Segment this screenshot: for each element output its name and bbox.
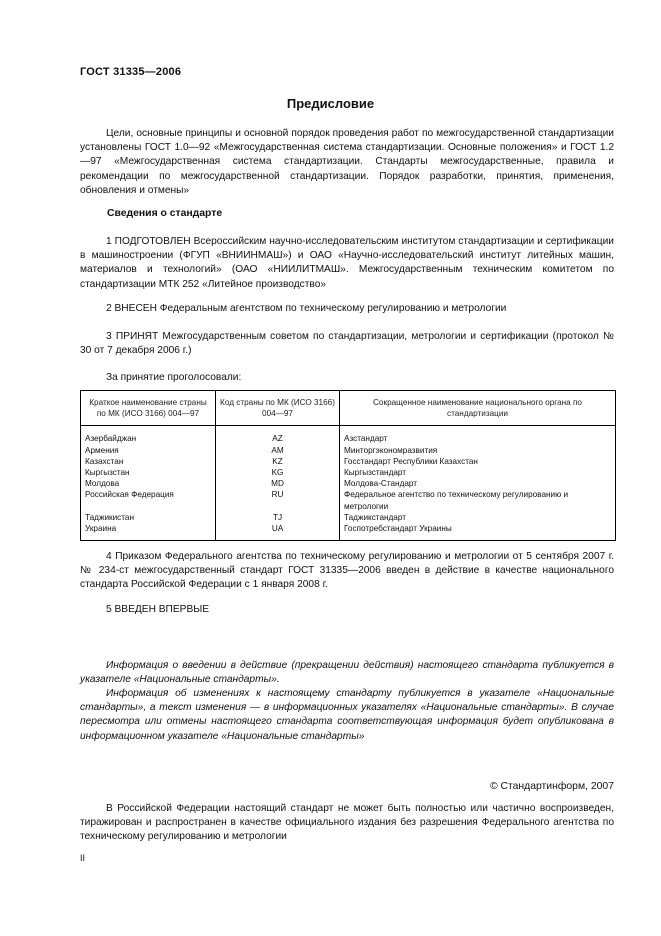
code-cell: RU [216,489,340,511]
item-1 [80,235,614,292]
col-header-body: Сокращенное наименование национального органа по стандартизации [340,391,616,426]
notice-1 [80,659,614,687]
item-4 [80,550,614,593]
notice-2-text: Информация об изменениях к настоящему стандарту публикуется в указателе «Национальные стандарты», а текст изменения — в информационных указателях «Национальные стандарты». В случае пересмотра или отмены настоящего стандарта соответствующая информация будет опубликована в информационном указателе «Национальные стандарты» [80,688,614,742]
code-cell: TJ [216,512,340,523]
table-row [81,426,616,445]
country-cell: Российская Федерация [81,489,216,511]
code-cell: KG [216,467,340,478]
body-cell: Госстандарт Республики Казахстан [340,456,616,467]
code-cell: MD [216,478,340,489]
voting-table [80,390,616,541]
rights-notice [80,802,614,845]
country-cell: Украина [81,523,216,541]
code-cell: UA [216,523,340,541]
country-cell: Таджикистан [81,512,216,523]
code-cell: AZ [216,426,340,445]
body-cell: Азстандарт [340,426,616,445]
table-row [81,467,616,478]
table-row [81,512,616,523]
item-2 [80,302,614,316]
country-cell: Армения [81,445,216,456]
col-header-country: Краткое наименование страны по МК (ИСО 3166) 004—97 [81,391,216,426]
body-cell: Минторгэкономразвития [340,445,616,456]
table-row [81,478,616,489]
info-heading: Сведения о стандарте [107,208,223,219]
code-cell: AM [216,445,340,456]
page-number: II [80,853,86,863]
rights-text: В Российской Федерации настоящий стандарт не может быть полностью или частично воспроизведен, тиражирован и распространен в качестве официального издания без разрешения Федерального агентства по техническому регулированию и метрологии [80,803,614,843]
country-cell: Молдова [81,478,216,489]
table-row [81,489,616,511]
page-title: Предисловие [286,96,375,111]
item-2-text: 2 ВНЕСЕН Федеральным агентством по техническому регулированию и метрологии [106,303,507,314]
item-3-text: 3 ПРИНЯТ Межгосударственным советом по стандартизации, метрологии и сертификации (протокол № 30 от 7 декабря 2006 г.) [80,331,614,357]
code-cell: KZ [216,456,340,467]
country-cell: Казахстан [81,456,216,467]
body-cell: Госпотребстандарт Украины [340,523,616,541]
body-cell: Таджикстандарт [340,512,616,523]
voted-text: За принятие проголосовали: [106,372,242,383]
body-cell: Федеральное агентство по техническому регулированию и метрологии [340,489,616,511]
table-row [81,523,616,541]
notice-2 [80,687,614,744]
body-cell: Молдова-Стандарт [340,478,616,489]
intro-text: Цели, основные принципы и основной порядок проведения работ по межгосударственной стандартизации установлены ГОСТ 1.0—92 «Межгосударственная система стандартизации. Основные положения» и ГОСТ 1.2—97 «Межгосударственная система стандартизации. Стандарты межгосударственные, правила и рекомендации по межгосударственной стандартизации. Порядок разработки, принятия, применения, обновления и отмены» [80,128,614,196]
item-5-text: 5 ВВЕДЕН ВПЕРВЫЕ [106,604,210,615]
voted-label [80,371,614,385]
item-5 [80,603,614,617]
intro-paragraph [80,127,614,198]
item-4-text: 4 Приказом Федерального агентства по техническому регулированию и метрологии от 5 сентября 2007 г. № 234-ст межгосударственный стандарт ГОСТ 31335—2006 введен в действие в качестве национального стандарта Российской Федерации с 1 января 2008 г. [80,551,614,591]
document-header: ГОСТ 31335—2006 [80,66,182,78]
col-header-code: Код страны по МК (ИСО 3166) 004—97 [216,391,340,426]
country-cell: Азербайджан [81,426,216,445]
item-3 [80,330,614,358]
body-cell: Кыргызстандарт [340,467,616,478]
country-cell: Кыргызстан [81,467,216,478]
item-1-text: 1 ПОДГОТОВЛЕН Всероссийским научно-исследовательским институтом стандартизации и сертификации в машиностроении (ФГУП «ВНИИНМАШ») и ОАО «Научно-исследовательский институт литейных машин, материалов и технологий» (ОАО «НИИЛИТМАШ». Межгосударственным техническим комитетом по стандартизации МТК 252 «Литейное производство» [80,236,614,290]
table-row [81,445,616,456]
table-header-row [81,391,616,426]
table-row [81,456,616,467]
notice-1-text: Информация о введении в действие (прекращении действия) настоящего стандарта публикуется в указателе «Национальные стандарты». [80,660,614,686]
copyright: © Стандартинформ, 2007 [489,781,614,792]
